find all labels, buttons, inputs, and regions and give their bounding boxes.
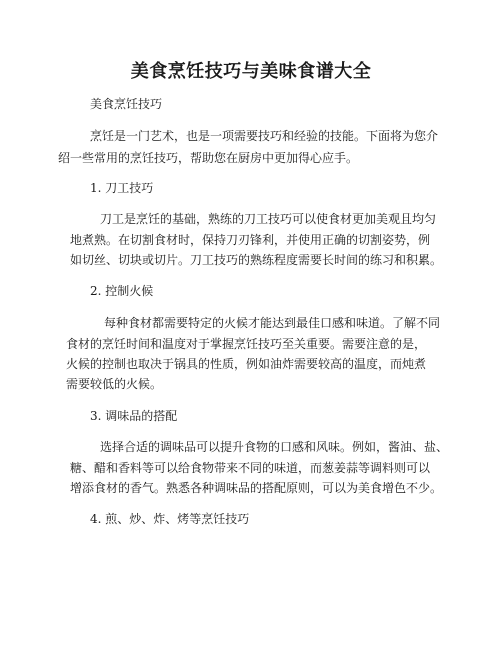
section-2-line-2: 食材的烹饪时间和温度对于掌握烹饪技巧至关重要。需要注意的是， [66, 337, 427, 351]
section-1-line-3: 如切丝、切块或切片。刀工技巧的熟练程度需要长时间的练习和积累。 [70, 253, 443, 267]
intro-line-2: 绍一些常用的烹饪技巧，帮助您在厨房中更加得心应手。 [58, 151, 359, 165]
section-3-line-3: 增添食材的香气。熟悉各种调味品的搭配原则，可以为美食增色不少。 [70, 481, 443, 495]
section-heading-1: 1. 刀工技巧 [90, 181, 154, 195]
section-1-line-2: 地煮熟。在切割食材时，保持刀刃锋利，并使用正确的切割姿势，例 [70, 233, 431, 247]
section-heading-2: 2. 控制火候 [90, 284, 154, 298]
section-2-line-3: 火候的控制也取决于锅具的性质，例如油炸需要较高的温度，而炖煮 [66, 357, 427, 371]
section-heading-4: 4. 煎、炒、炸、烤等烹饪技巧 [90, 512, 250, 526]
section-3-line-1: 选择合适的调味品可以提升食物的口感和风味。例如，酱油、盐、 [100, 440, 449, 454]
section-2-line-4: 需要较低的火候。 [66, 377, 163, 391]
subtitle: 美食烹饪技巧 [90, 97, 163, 111]
section-1-line-1: 刀工是烹饪的基础，熟练的刀工技巧可以使食材更加美观且均匀 [100, 212, 437, 226]
intro-line-1: 烹饪是一门艺术，也是一项需要技巧和经验的技能。下面将为您介 [90, 129, 439, 143]
section-2-line-1: 每种食材都需要特定的火候才能达到最佳口感和味道。了解不同 [104, 316, 441, 330]
document-title: 美食烹饪技巧与美味食谱大全 [130, 61, 372, 82]
section-heading-3: 3. 调味品的搭配 [90, 409, 178, 423]
section-3-line-2: 糖、醋和香料等可以给食物带来不同的味道，而葱姜蒜等调料则可以 [70, 461, 431, 475]
